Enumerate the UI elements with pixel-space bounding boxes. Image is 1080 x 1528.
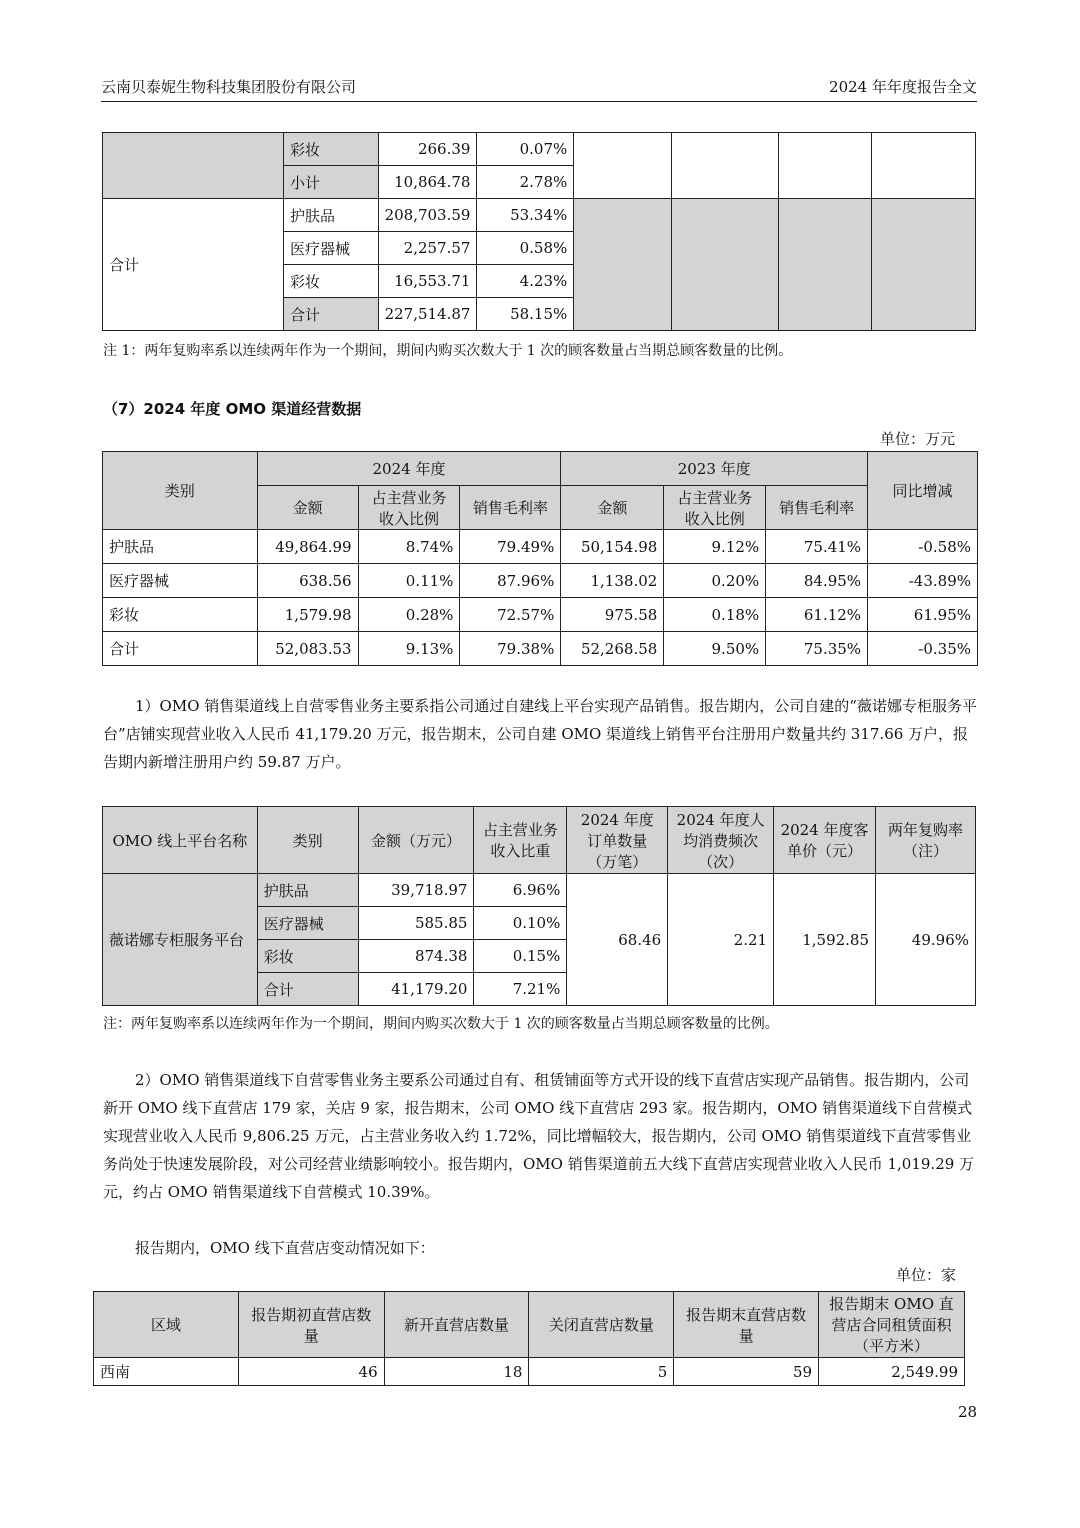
table-header-row: 区域 报告期初直营店数量 新开直营店数量 关闭直营店数量 报告期末直营店数量 报告期末 OMO 直营店合同租赁面积（平方米） (94, 1292, 965, 1358)
omo-online-platform-table (102, 806, 976, 1006)
table-header-row: 类别 2024 年度 2023 年度 同比增减 (103, 452, 978, 486)
table-row: 薇诺娜专柜服务平台 护肤品 39,718.97 6.96% 68.46 2.21 1,592.85 49.96% (103, 874, 976, 907)
section-title: （7）2024 年度 OMO 渠道经营数据 (103, 400, 362, 418)
table-row: 彩妆 16,553.71 4.23% (103, 265, 976, 298)
table-header-row: OMO 线上平台名称 类别 金额（万元） 占主营业务收入比重 2024 年度订单数量（万笔） 2024 年度人均消费频次（次） 2024 年度客单价（元） 两年复购率（注） (103, 807, 976, 874)
note-2: 注：两年复购率系以连续两年作为一个期间，期间内购买次数大于 1 次的顾客数量占当期总顾客数量的比例。 (103, 1016, 779, 1032)
table-row: 合计 227,514.87 58.15% (103, 298, 976, 331)
page-number: 28 (958, 1403, 978, 1421)
table-row: 医疗器械 2,257.57 0.58% (103, 232, 976, 265)
table-row: 合计 52,083.53 9.13% 79.38% 52,268.58 9.50% 75.35% -0.35% (103, 632, 978, 666)
report-name: 2024 年年度报告全文 (829, 78, 977, 96)
table-row: 医疗器械 585.85 0.10% (103, 907, 976, 940)
omo-channel-table (102, 451, 978, 666)
store-changes-table (93, 1291, 965, 1386)
table-header-row: 金额 占主营业务收入比例 销售毛利率 金额 占主营业务收入比例 销售毛利率 (103, 486, 978, 530)
repurchase-table-continued (102, 132, 976, 331)
table-row: 小计 10,864.78 2.78% (103, 166, 976, 199)
table-row: 西南 46 18 5 59 2,549.99 (94, 1358, 965, 1386)
table-row: 彩妆 874.38 0.15% (103, 940, 976, 973)
table-row: 护肤品 49,864.99 8.74% 79.49% 50,154.98 9.12% 75.41% -0.58% (103, 530, 978, 564)
page-header (101, 76, 977, 102)
table-row: 合计 41,179.20 7.21% (103, 973, 976, 1006)
paragraph-offline: 2）OMO 销售渠道线下自营零售业务主要系公司通过自有、租赁铺面等方式开设的线下直营店实现产品销售。报告期内，公司新开 OMO 线下直营店 179 家，关店 9 家，报告期末，公司 OMO 线下直营店 293 家。报告期内，OMO 销售渠道线下自营模式实现营业收入人民币 9,806.25 万元，占主营业务收入约 1.72%，同比增幅较大，报告期内，公司 OMO 销售渠道线下直营零售业务尚处于快速发展阶段，对公司经营业绩影响较小。报告期内，OMO 销售渠道前五大线下直营店实现营业收入人民币 1,019.29 万元，约占 OMO 销售渠道线下自营模式 10.39%。 (103, 1071, 975, 1201)
table-row: 医疗器械 638.56 0.11% 87.96% 1,138.02 0.20% 84.95% -43.89% (103, 564, 978, 598)
company-name: 云南贝泰妮生物科技集团股份有限公司 (101, 78, 357, 96)
note-1: 注 1：两年复购率系以连续两年作为一个期间，期间内购买次数大于 1 次的顾客数量占当期总顾客数量的比例。 (103, 343, 793, 359)
paragraph-store-changes: 报告期内，OMO 线下直营店变动情况如下： (135, 1239, 435, 1257)
table-row: 彩妆 266.39 0.07% (103, 133, 976, 166)
table-row: 合计 护肤品 208,703.59 53.34% (103, 199, 976, 232)
group-label: 合计 (103, 199, 284, 331)
unit-label: 单位：万元 (880, 430, 956, 448)
table-row: 彩妆 1,579.98 0.28% 72.57% 975.58 0.18% 61.12% 61.95% (103, 598, 978, 632)
paragraph-online: 1）OMO 销售渠道线上自营零售业务主要系指公司通过自建线上平台实现产品销售。报告期内，公司自建的“薇诺娜专柜服务平台”店铺实现营业收入人民币 41,179.20 万元，报告期末，公司自建 OMO 渠道线上销售平台注册用户数量共约 317.66 万户，报告期内新增注册用户约 59.87 万户。 (103, 697, 977, 771)
unit-label-stores: 单位：家 (896, 1266, 957, 1284)
